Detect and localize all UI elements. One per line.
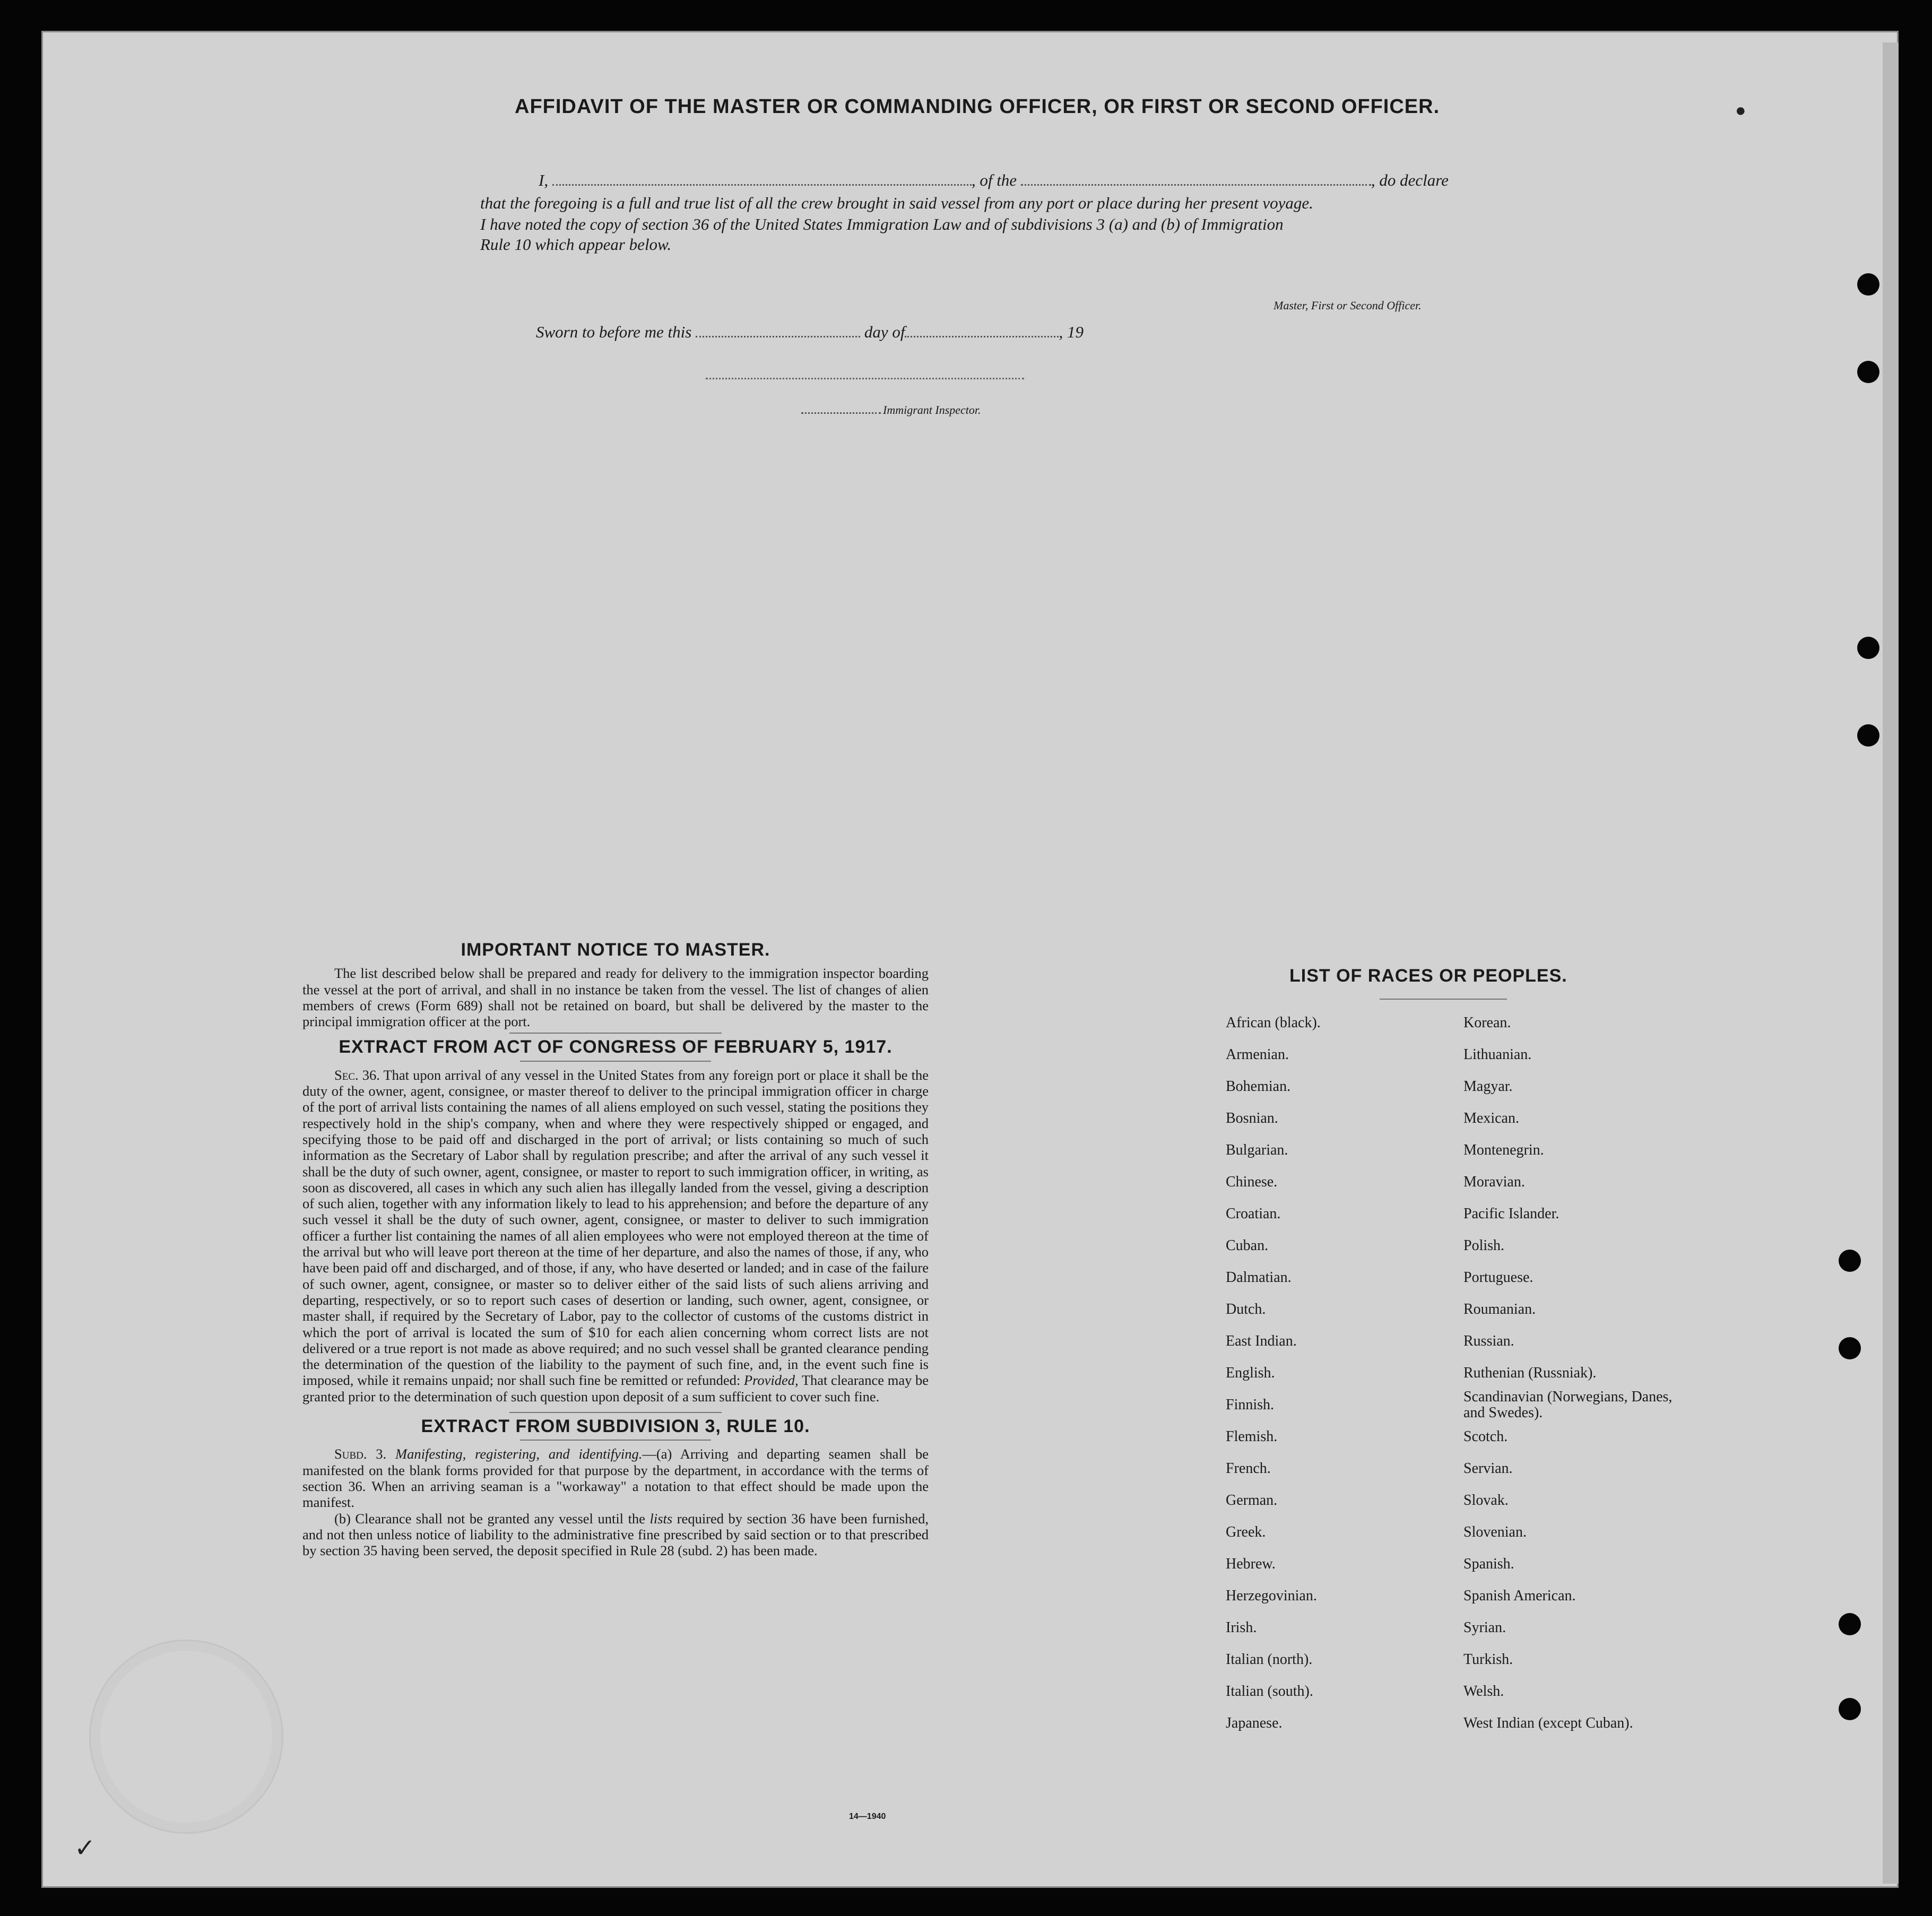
race-item: Greek. <box>1226 1524 1266 1540</box>
race-item: Montenegrin. <box>1463 1142 1544 1158</box>
race-item: Chinese. <box>1226 1174 1278 1190</box>
race-item: Scandinavian (Norwegians, Danes, and Swedes). <box>1463 1389 1673 1421</box>
sworn-text: Sworn to before me this <box>536 323 692 341</box>
race-item: Armenian. <box>1226 1046 1289 1063</box>
race-item: Herzegovinian. <box>1226 1588 1317 1604</box>
subd-label: Subd. 3. <box>334 1446 387 1462</box>
race-item: West Indian (except Cuban). <box>1463 1715 1633 1731</box>
divider <box>509 1033 722 1034</box>
punch-hole <box>1839 1698 1861 1720</box>
section-36-text: That upon arrival of any vessel in the United States from any foreign port or place it shall be the duty of the owner, agent, consignee, or master thereof to deliver to the principal immigration officer in charge of the port of arrival lists containing the names of all aliens employed on such vessel, stating the positions they respectively hold in the ship's company, when and where they were respectively shipped or engaged, and specifying those to be paid off and discharged in the port of arrival; or lists containing so much of such information as the Secretary of Labor shall by regulation prescribe; and after the arrival of any such vessel it shall be the duty of such owner, agent, consignee, or master to report to such immigration officer, in writing, as soon as discovered, all cases in which any such alien has illegally landed from the vessel, giving a description of such alien, together with any information likely to lead to his apprehension; and before the departure of any such vessel it shall be the duty of such owner, agent, consignee, or master to deliver to such immigration officer a further list containing the names of all alien employees who were not employed thereon at the time of the arrival but who will leave port thereon at the time of her departure, and also the names of those, if any, who have been paid off and discharged, and of those, if any, who have deserted or landed; and in case of the failure of such owner, agent, consignee, or master so to deliver either of the said lists of such aliens arriving and departing, respectively, or so to report such cases of desertion or landing, such owner, agent, consignee, or master shall, if required by the Secretary of Labor, pay to the collector of customs of the customs district in which the port of arrival is located the sum of $10 for each alien concerning whom correct lists are not delivered or a true report is not made as above required; and no such vessel shall be granted clearance pending the determination of the question of the liability to the payment of such fine, and, in the event such fine is imposed, while it remains unpaid; nor shall such fine be remitted or refunded: <box>302 1067 929 1389</box>
affidavit-declare-line <box>539 171 1449 190</box>
rule-extract-title: EXTRACT FROM SUBDIVISION 3, RULE 10. <box>421 1416 810 1437</box>
pencil-check-mark: ✓ <box>74 1834 96 1862</box>
race-item: German. <box>1226 1492 1278 1508</box>
race-item: Dutch. <box>1226 1301 1266 1317</box>
subd-b-text: required by section 36 have been furnished, and not then unless notice of liability to the administrative fine prescribed by said section or to that prescribed by section 35 having been served, the deposit specified in Rule 28 (subd. 2) has been made. <box>302 1510 929 1559</box>
ink-speck: ● <box>1735 101 1746 120</box>
inspector-caption-row <box>801 403 981 417</box>
race-item: Cuban. <box>1226 1237 1269 1254</box>
master-signature-caption: Master, First or Second Officer. <box>1273 299 1422 312</box>
notice-body: The list described below shall be prepared and ready for delivery to the immigration inspector boarding the vessel at the port of arrival, and shall in no instance be taken from the vessel. The list of changes of alien members of crews (Form 689) shall not be retained on board, but shall be delivered by the master to the principal immigration officer at the port. <box>302 965 929 1030</box>
month-blank[interactable] <box>905 324 1059 337</box>
form-number: 14—1940 <box>849 1812 886 1821</box>
sworn-line <box>536 323 1084 342</box>
race-item: Spanish American. <box>1463 1588 1576 1604</box>
race-item: Dalmatian. <box>1226 1269 1292 1286</box>
inspector-signature-line[interactable] <box>706 378 1024 379</box>
inspector-caption: Immigrant Inspector. <box>883 403 981 417</box>
notice-section <box>302 942 929 1558</box>
punch-hole <box>1839 1250 1861 1272</box>
sheet-edge <box>1883 42 1899 1884</box>
race-item: Slovenian. <box>1463 1524 1527 1540</box>
inspector-caption-dots <box>801 405 881 414</box>
race-item: Welsh. <box>1463 1683 1504 1700</box>
race-item: Croatian. <box>1226 1206 1281 1222</box>
affidavit-declare: , do declare <box>1371 171 1449 189</box>
divider <box>509 1412 722 1413</box>
race-item: Bohemian. <box>1226 1078 1291 1095</box>
punch-hole <box>1839 1337 1861 1359</box>
race-item: East Indian. <box>1226 1333 1297 1349</box>
subd-3-a <box>302 1446 929 1510</box>
race-item: Mexican. <box>1463 1110 1519 1126</box>
embossed-seal <box>89 1640 283 1834</box>
divider <box>520 1440 711 1441</box>
affidavit-i: I, <box>539 171 549 189</box>
affidavit-line-3: I have noted the copy of section 36 of the United States Immigration Law and of subdivisions 3 (a) and (b) of Immigration <box>480 215 1284 233</box>
race-item: African (black). <box>1226 1015 1321 1031</box>
race-item: Pacific Islander. <box>1463 1206 1560 1222</box>
subd-a-text: —(a) Arriving and departing seamen shall be manifested on the blank forms provided for that purpose by the department, in accordance with the terms of section 36. When an arriving seaman is a "workaway" a notation to that effect should be made upon the manifest. <box>302 1446 929 1511</box>
race-item: Italian (south). <box>1226 1683 1313 1700</box>
races-divider <box>1380 999 1507 1000</box>
race-item: Magyar. <box>1463 1078 1513 1095</box>
race-item: Japanese. <box>1226 1715 1283 1731</box>
race-item: Irish. <box>1226 1619 1257 1636</box>
bleed-through-text <box>318 111 329 144</box>
punch-hole <box>1857 637 1879 659</box>
section-label: Sec. 36. <box>334 1067 380 1083</box>
race-item: Roumanian. <box>1463 1301 1536 1317</box>
race-item: Russian. <box>1463 1333 1514 1349</box>
race-item: Hebrew. <box>1226 1556 1276 1572</box>
day-of-text: day of <box>864 323 905 341</box>
race-item: Finnish. <box>1226 1397 1275 1413</box>
race-item: Turkish. <box>1463 1651 1513 1668</box>
affidavit-line-4: Rule 10 which appear below. <box>480 235 672 254</box>
day-blank[interactable] <box>696 324 860 337</box>
races-title: LIST OF RACES OR PEOPLES. <box>1289 966 1567 986</box>
punch-hole <box>1857 361 1879 383</box>
affidavit-of-the: , of the <box>971 171 1017 189</box>
section-36-end: That clearance may be granted prior to the determination of such question upon deposit of a sum sufficient to cover such fine. <box>302 1372 929 1405</box>
race-item: Italian (north). <box>1226 1651 1313 1668</box>
punch-hole <box>1857 724 1879 747</box>
subd-b-prefix: (b) Clearance shall not be granted any vessel until the <box>334 1510 645 1527</box>
subd-b-lists: lists <box>649 1510 673 1527</box>
act-extract-body <box>302 1067 929 1405</box>
race-item: Ruthenian (Russniak). <box>1463 1365 1597 1381</box>
race-item: Spanish. <box>1463 1556 1514 1572</box>
race-item: Flemish. <box>1226 1428 1278 1445</box>
punch-hole <box>1857 273 1879 296</box>
year-text: , 19 <box>1059 323 1084 341</box>
notice-title: IMPORTANT NOTICE TO MASTER. <box>461 940 770 960</box>
race-item: Syrian. <box>1463 1619 1506 1636</box>
race-item: French. <box>1226 1460 1271 1477</box>
race-item: Portuguese. <box>1463 1269 1534 1286</box>
race-item: English. <box>1226 1365 1275 1381</box>
race-item: Polish. <box>1463 1237 1505 1254</box>
race-item: Lithuanian. <box>1463 1046 1532 1063</box>
race-item: Moravian. <box>1463 1174 1525 1190</box>
subd-title: Manifesting, registering, and identifying. <box>395 1446 643 1462</box>
punch-hole <box>1839 1613 1861 1635</box>
race-item: Bulgarian. <box>1226 1142 1288 1158</box>
affidavit-title: AFFIDAVIT OF THE MASTER OR COMMANDING OFFICER, OR FIRST OR SECOND OFFICER. <box>515 96 1440 118</box>
divider <box>520 1061 711 1062</box>
name-blank[interactable] <box>552 172 972 186</box>
provided-word: Provided, <box>743 1372 799 1389</box>
affidavit-line-2: that the foregoing is a full and true list of all the crew brought in said vessel from any port or place during her present voyage. <box>480 194 1313 212</box>
race-item: Bosnian. <box>1226 1110 1278 1126</box>
subd-3-b <box>302 1511 929 1559</box>
race-item: Scotch. <box>1463 1428 1508 1445</box>
race-item: Korean. <box>1463 1015 1511 1031</box>
race-item: Servian. <box>1463 1460 1513 1477</box>
act-extract-title: EXTRACT FROM ACT OF CONGRESS OF FEBRUARY 5, 1917. <box>339 1037 893 1057</box>
race-item: Slovak. <box>1463 1492 1509 1508</box>
vessel-blank[interactable] <box>1021 172 1371 186</box>
